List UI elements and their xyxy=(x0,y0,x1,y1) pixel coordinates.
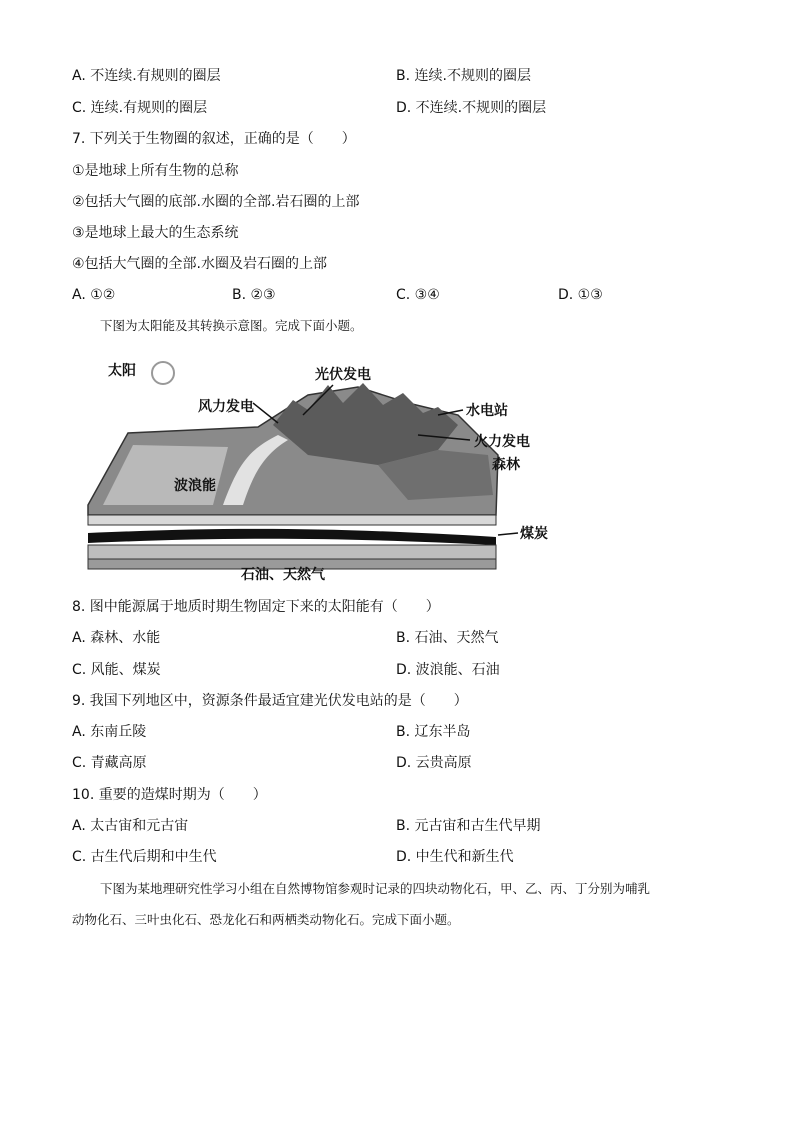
q8-option-b: B. 石油、天然气 xyxy=(396,630,499,646)
q9-option-b: B. 辽东半岛 xyxy=(396,724,471,740)
q9-stem: 9. 我国下列地区中，资源条件最适宜建光伏发电站的是（ ） xyxy=(72,693,468,709)
q7-option-a: A. ①② xyxy=(72,287,116,303)
q6-option-c: C. 连续.有规则的圈层 xyxy=(72,100,208,116)
label-hydro: 水电站 xyxy=(466,403,508,419)
q7-option-d: D. ①③ xyxy=(558,287,603,303)
label-forest: 森林 xyxy=(492,457,520,473)
q7-item-1: ①是地球上所有生物的总称 xyxy=(72,163,239,179)
label-oil-gas: 石油、天然气 xyxy=(241,567,325,583)
wind-arrow xyxy=(253,403,278,423)
q8-option-d: D. 波浪能、石油 xyxy=(396,662,500,678)
q7-item-4: ④包括大气圈的全部.水圈及岩石圈的上部 xyxy=(72,256,327,272)
q10-option-a: A. 太古宙和元古宙 xyxy=(72,818,189,834)
q7-option-c: C. ③④ xyxy=(396,287,440,303)
q10-stem: 10. 重要的造煤时期为（ ） xyxy=(72,787,267,803)
q10-option-b: B. 元古宙和古生代早期 xyxy=(396,818,541,834)
coal-arrow xyxy=(498,533,518,535)
q8-option-c: C. 风能、煤炭 xyxy=(72,662,161,678)
q9-option-a: A. 东南丘陵 xyxy=(72,724,147,740)
q7-item-3: ③是地球上最大的生态系统 xyxy=(72,225,239,241)
q10-option-c: C. 古生代后期和中生代 xyxy=(72,849,217,865)
label-sun: 太阳 xyxy=(108,363,136,379)
label-pv: 光伏发电 xyxy=(315,367,371,383)
diagram-svg xyxy=(78,355,548,585)
label-thermal: 火力发电 xyxy=(474,434,530,450)
solar-energy-diagram xyxy=(78,355,548,585)
q7-item-2: ②包括大气圈的底部.水圈的全部.岩石圈的上部 xyxy=(72,194,360,210)
stratum-2 xyxy=(88,545,496,559)
q6-option-a: A. 不连续.有规则的圈层 xyxy=(72,68,221,84)
label-wind: 风力发电 xyxy=(198,399,254,415)
q9-option-c: C. 青藏高原 xyxy=(72,755,147,771)
sun-icon xyxy=(152,362,174,384)
q6-option-b: B. 连续.不规则的圈层 xyxy=(396,68,531,84)
label-coal: 煤炭 xyxy=(520,526,548,542)
intro-energy: 下图为太阳能及其转换示意图。完成下面小题。 xyxy=(100,318,363,333)
q7-option-b: B. ②③ xyxy=(232,287,276,303)
q10-option-d: D. 中生代和新生代 xyxy=(396,849,514,865)
intro-fossils-line2: 动物化石、三叶虫化石、恐龙化石和两栖类动物化石。完成下面小题。 xyxy=(72,912,460,927)
label-wave: 波浪能 xyxy=(174,478,216,494)
q9-option-d: D. 云贵高原 xyxy=(396,755,472,771)
stratum-1 xyxy=(88,515,496,525)
intro-fossils-line1: 下图为某地理研究性学习小组在自然博物馆参观时记录的四块动物化石，甲、乙、丙、丁分别为哺乳 xyxy=(100,881,651,896)
q8-option-a: A. 森林、水能 xyxy=(72,630,161,646)
coal-seam xyxy=(88,529,496,545)
q8-stem: 8. 图中能源属于地质时期生物固定下来的太阳能有（ ） xyxy=(72,599,440,615)
q6-option-d: D. 不连续.不规则的圈层 xyxy=(396,100,547,116)
q7-stem: 7. 下列关于生物圈的叙述，正确的是（ ） xyxy=(72,131,356,147)
